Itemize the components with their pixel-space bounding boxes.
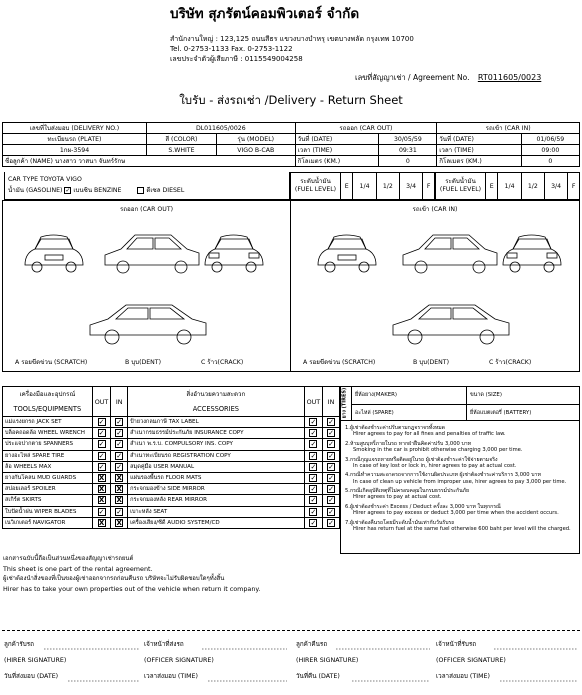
tool-out-checkbox[interactable]: ✓: [98, 418, 105, 427]
out-date-value: 30/05/59: [379, 134, 437, 145]
tire-size-label: ขนาด (SIZE): [470, 392, 502, 398]
legend-dent: B บุบ(DENT): [125, 359, 161, 366]
company-phone: Tel. 0-2753-1133 Fax. 0-2753-1122: [170, 45, 293, 53]
checkbox-cell: [304, 495, 323, 506]
checkbox-cell: [111, 417, 128, 428]
fuel-label-en: (FUEL LEVEL): [294, 186, 337, 193]
tool-in-checkbox[interactable]: X: [116, 496, 122, 505]
fuel-in-three-quarter[interactable]: 3/4: [544, 173, 567, 200]
rule-thai: 6.ผู้เช่าต้องชำระค่า Excess / Deduct ครั้งละ 3,000 บาท ในทุกกรณี: [345, 503, 501, 510]
rule-thai: 2.ห้ามสูบบุหรี่ภายในรถ หากฝ่าฝืนคิดค่าปรับ 3,000 บาท: [345, 440, 472, 447]
fuel-type-row: [8, 185, 286, 196]
notes-block: [3, 554, 340, 594]
fuel-label-th: ระดับน้ำมัน: [300, 178, 331, 185]
note-en-1: This sheet is one part of the rental agreement.: [3, 565, 153, 573]
date-out-label: วันที่ส่งมอบ (DATE): [4, 673, 59, 680]
checkbox-cell: [92, 517, 111, 528]
tire-spare-label: อะไหล่ (SPARE): [355, 410, 394, 416]
note-en-2: Hirer has to take your own properties out of the vehicle when return it company.: [3, 585, 261, 593]
accessory-in-checkbox[interactable]: ✓: [328, 462, 335, 471]
car-in-panel: [290, 200, 580, 372]
tool-out-checkbox[interactable]: X: [98, 485, 105, 494]
tool-out-checkbox[interactable]: X: [98, 518, 105, 527]
accessory-label: สำเนากรมธรรม์ประกันภัย INSURANCE COPY: [130, 430, 244, 437]
model-value: VIGO B-CAB: [216, 145, 295, 156]
accessory-out-checkbox[interactable]: ✓: [310, 485, 317, 494]
color-value: S.WHITE: [147, 145, 217, 156]
checkbox-cell: [323, 495, 340, 506]
fuel-level-in: [435, 172, 580, 200]
officer-in-th: เจ้าหน้าที่รับรถ: [436, 641, 477, 648]
checkbox-cell: [323, 484, 340, 495]
checkbox-cell: [304, 428, 323, 439]
tool-label-cell: [3, 461, 93, 472]
accessories-header: [128, 387, 304, 417]
table-row: [3, 439, 340, 450]
benzine-checkbox[interactable]: ✓: [65, 186, 71, 194]
tool-in-checkbox[interactable]: ✓: [116, 451, 123, 460]
checkbox-cell: [111, 461, 128, 472]
time-out-label: เวลาส่งมอบ (TIME): [144, 673, 198, 680]
hirer-out-th: ลูกค้ารับรถ: [4, 641, 34, 648]
tool-in-checkbox[interactable]: ✓: [116, 418, 123, 427]
fuel-out-half[interactable]: 1/2: [376, 173, 399, 200]
note-th-1: เอกสารฉบับนี้ถือเป็นส่วนหนึ่งของสัญญาเช่ารถยนต์: [3, 555, 134, 562]
accessory-in-checkbox[interactable]: ✓: [328, 474, 335, 483]
checkbox-cell: [92, 506, 111, 517]
accessory-in-checkbox[interactable]: ✓: [328, 429, 335, 438]
diesel-checkbox[interactable]: [137, 187, 144, 194]
checkbox-cell: [323, 506, 340, 517]
tool-label: ใบปัดน้ำฝน WIPER BLADES: [5, 508, 77, 515]
rule-thai: 3.กรณีกุญแจรถหายหรือติดอยู่ในรถ ผู้เช่าต้องชำระค่าใช้จ่ายตามจริง: [345, 456, 498, 463]
legend-dent: B บุบ(DENT): [413, 359, 449, 366]
tools-header: [3, 387, 93, 417]
accessory-label-cell: [128, 484, 304, 495]
rule-english: Hirer agrees to pay at actual cost.: [353, 494, 442, 501]
fuel-label-in: [436, 173, 486, 200]
accessory-label: สำเนา พ.ร.บ. COMPULSORY INS. COPY: [130, 441, 233, 448]
color-label: สี (COLOR): [147, 134, 217, 145]
benzine-label: เบนซิน BENZINE: [73, 187, 122, 194]
table-row: [3, 517, 340, 528]
car-in-panel-title: รถเข้า (CAR IN): [412, 206, 458, 213]
tires-rules-block: [340, 386, 580, 554]
accessory-label-cell: [128, 450, 304, 461]
accessory-out-checkbox[interactable]: ✓: [310, 462, 317, 471]
fuel-out-quarter[interactable]: 1/4: [353, 173, 376, 200]
fuel-out-f[interactable]: F: [423, 173, 435, 200]
checkbox-cell: [111, 517, 128, 528]
fuel-level-out: [290, 172, 435, 200]
table-row: [3, 506, 340, 517]
car-out-panel-title: รถออก (CAR OUT): [119, 206, 174, 213]
car-in-header: รถเข้า (CAR IN): [437, 123, 580, 134]
tool-out-checkbox[interactable]: ✓: [98, 451, 105, 460]
accessory-in-checkbox[interactable]: ✓: [328, 496, 335, 505]
car-type-block: [4, 172, 290, 200]
delivery-no-value: DL011605/0026: [147, 123, 296, 134]
model-label: รุ่น (MODEL): [216, 134, 295, 145]
tool-in-checkbox[interactable]: ✓: [116, 507, 123, 516]
checkbox-cell: [111, 506, 128, 517]
tire-info: [352, 387, 580, 421]
accessory-in-checkbox[interactable]: ✓: [328, 518, 335, 527]
fuel-in-e[interactable]: E: [486, 173, 498, 200]
accessory-out-checkbox[interactable]: ✓: [310, 474, 317, 483]
officer-out-th: เจ้าหน้าที่ส่งรถ: [144, 641, 184, 648]
tool-label: ยางอะไหล่ SPARE TIRE: [5, 452, 65, 459]
legend-scratch: A รอยขีดข่วน (SCRATCH): [15, 359, 88, 366]
accessory-out-checkbox[interactable]: ✓: [310, 429, 317, 438]
checkbox-cell: [92, 472, 111, 483]
plate-label: ทะเบียนรถ (PLATE): [3, 134, 147, 145]
checkbox-cell: [92, 439, 111, 450]
tool-out-checkbox[interactable]: X: [98, 496, 105, 505]
rule-item: [345, 520, 577, 533]
agreement-label: เลขที่สัญญาเช่า / Agreement No.: [355, 73, 470, 82]
tool-in-checkbox[interactable]: ✓: [116, 462, 123, 471]
accessory-in-checkbox[interactable]: ✓: [328, 507, 335, 516]
checkbox-cell: [304, 472, 323, 483]
tool-out-checkbox[interactable]: X: [98, 474, 105, 483]
checkbox-cell: [323, 428, 340, 439]
in-time-label: เวลา (TIME): [437, 145, 521, 156]
tool-label-cell: [3, 472, 93, 483]
accessory-out-checkbox[interactable]: ✓: [310, 496, 317, 505]
diesel-label: ดีเซล DIESEL: [146, 187, 185, 194]
checkbox-cell: [304, 517, 323, 528]
table-row: [3, 484, 340, 495]
customer-value: นางสาว วาสนา จันทร์รักษ: [54, 158, 126, 165]
checkbox-cell: [323, 417, 340, 428]
accessory-label-cell: [128, 439, 304, 450]
tool-in-checkbox[interactable]: ✓: [116, 429, 123, 438]
customer-name: [3, 156, 296, 167]
rule-thai: 5.กรณีเกิดอุบัติเหตุที่ไม่ครอบคลุมในกรมธรรม์ประกันภัย: [345, 488, 470, 495]
tools-out-header: OUT: [92, 387, 111, 417]
rule-item: [345, 457, 577, 470]
checkbox-cell: [304, 439, 323, 450]
accessory-label-cell: [128, 417, 304, 428]
customer-label: ชื่อลูกค้า (NAME): [5, 158, 53, 165]
table-row: [3, 461, 340, 472]
checkbox-cell: [92, 417, 111, 428]
table-row: [3, 428, 340, 439]
accessory-label-cell: [128, 495, 304, 506]
rule-item: [345, 425, 577, 438]
note-th-2: ผู้เช่าต้องนำสิ่งของที่เป็นของผู้เช่าออกจากรถก่อนคืนรถ บริษัทจะไม่รับผิดชอบใดๆทั้งสิ้น: [3, 575, 225, 582]
rule-english: Hirer agrees to pay for all fines and penalties of traffic law.: [353, 431, 506, 438]
accessory-out-checkbox[interactable]: ✓: [310, 451, 317, 460]
tool-label: แม่แรงยกรถ JACK SET: [5, 419, 62, 426]
signature-section: [2, 630, 580, 694]
accessory-in-checkbox[interactable]: ✓: [328, 451, 335, 460]
accessory-label-cell: [128, 472, 304, 483]
out-km-label: กิโลเมตร (KM.): [295, 156, 379, 167]
time-in-label: เวลาส่งมอบ (TIME): [436, 673, 490, 680]
rule-english: In case of clean up vehicle from improper use, hirer agrees to pay 3,000 per time.: [353, 478, 567, 485]
tool-label: สเกิร์ต SKIRTS: [5, 497, 42, 504]
legend-scratch: A รอยขีดข่วน (SCRATCH): [303, 359, 376, 366]
tool-label: ประแจปากตาย SPANNERS: [5, 441, 74, 448]
checkbox-cell: [323, 517, 340, 528]
checkbox-cell: [92, 450, 111, 461]
table-row: [3, 450, 340, 461]
hirer-in-th: ลูกค้าคืนรถ: [296, 641, 328, 648]
checkbox-cell: [111, 428, 128, 439]
fuel-label-out: [291, 173, 341, 200]
tools-header-en: TOOLS/EQUIPMENTS: [13, 404, 82, 413]
tool-out-checkbox[interactable]: ✓: [98, 462, 105, 471]
rule-item: [345, 488, 577, 501]
rule-item: [345, 504, 577, 517]
rule-item: [345, 472, 577, 485]
legend-crack: C ร้าว(CRACK): [489, 359, 532, 366]
tool-in-checkbox[interactable]: X: [116, 485, 122, 494]
tool-label-cell: [3, 506, 93, 517]
rule-thai: 7.ผู้เช่าต้องคืนรถโดยมีระดับน้ำมันเท่ากับวันรับรถ: [345, 519, 455, 526]
accessory-out-checkbox[interactable]: ✓: [310, 518, 317, 527]
accessory-out-checkbox[interactable]: ✓: [310, 418, 317, 427]
checkbox-cell: [323, 461, 340, 472]
in-date-label: วันที่ (DATE): [437, 134, 521, 145]
signature-lines: [2, 631, 580, 695]
in-time-value: 09:00: [521, 145, 579, 156]
tool-label-cell: [3, 450, 93, 461]
tool-label: ยางกันโคลน MUD GUARDS: [5, 475, 77, 482]
tires-label-cell: [341, 387, 352, 421]
officer-out-en: (OFFICER SIGNATURE): [144, 657, 214, 664]
tool-label-cell: [3, 439, 93, 450]
plate-value: 1กผ-3594: [3, 145, 147, 156]
tool-out-checkbox[interactable]: ✓: [98, 429, 105, 438]
equipment-table: [2, 386, 340, 529]
checkbox-cell: [323, 472, 340, 483]
accessory-label: แผ่นรองพื้นรถ FLOOR MATS: [130, 475, 202, 482]
out-date-label: วันที่ (DATE): [295, 134, 379, 145]
out-time-label: เวลา (TIME): [295, 145, 379, 156]
fuel-label-en: (FUEL LEVEL): [439, 186, 482, 193]
tire-maker-label: ยี่ห้อยาง(MAKER): [355, 392, 397, 398]
accessories-header-en: ACCESSORIES: [192, 404, 239, 413]
battery-label: ยี่ห้อแบตเตอรี่ (BATTERY): [470, 410, 532, 416]
tool-label-cell: [3, 484, 93, 495]
accessories-header-th: สิ่งอำนวยความสะดวก: [186, 390, 246, 398]
in-date-value: 01/06/59: [521, 134, 579, 145]
car-type: CAR TYPE TOYOTA VIGO: [8, 176, 82, 183]
accessory-in-checkbox[interactable]: ✓: [328, 485, 335, 494]
fuel-in-quarter[interactable]: 1/4: [498, 173, 521, 200]
checkbox-cell: [304, 461, 323, 472]
checkbox-cell: [111, 439, 128, 450]
rule-english: Hirer has return fuel at the same fuel otherwise 600 baht per level will the charged.: [353, 525, 571, 532]
fuel-out-e[interactable]: E: [341, 173, 353, 200]
fuel-out-three-quarter[interactable]: 3/4: [399, 173, 422, 200]
checkbox-cell: [304, 484, 323, 495]
rule-thai: 4.กรณีทำความสะอาดรถจากการใช้งานผิดประเภท ผู้เช่าต้องชำระค่าบริการ 3,000 บาท: [345, 472, 541, 479]
checkbox-cell: [323, 439, 340, 450]
car-out-panel: [2, 200, 291, 372]
accessory-label-cell: [128, 506, 304, 517]
in-km-label: กิโลเมตร (KM.): [437, 156, 521, 167]
tool-label: ล้อ WHEELS MAX: [5, 463, 52, 470]
rules-list: [345, 425, 577, 535]
rule-thai: 1.ผู้เช่าต้องชำระค่าปรับตามกฎจราจรทั้งหมด: [345, 425, 446, 431]
accessory-label: กระจกมองข้าง SIDE MIRROR: [130, 486, 205, 493]
accessory-label: สมุดคู่มือ USER MANUAL: [130, 463, 195, 470]
delivery-info-table: [2, 122, 580, 167]
rule-item: [345, 441, 577, 454]
tools-in-header: IN: [111, 387, 128, 417]
agreement-no-value: RT011605/0023: [477, 73, 542, 82]
checkbox-cell: [111, 472, 128, 483]
checkbox-cell: [111, 484, 128, 495]
legend-crack: C ร้าว(CRACK): [201, 359, 244, 366]
rule-english: In case of key lost or lock in, hirer agrees to pay at actual cost.: [353, 462, 517, 469]
car-out-diagram: [3, 225, 290, 365]
accessory-label-cell: [128, 517, 304, 528]
accessory-label: เครื่องเสียง/ซีดี AUDIO SYSTEM/CD: [130, 519, 220, 526]
officer-in-en: (OFFICER SIGNATURE): [436, 657, 506, 664]
gasoline-label: น้ำมัน (GASOLINE): [8, 187, 63, 194]
agreement-number: [355, 72, 541, 84]
tool-in-checkbox[interactable]: X: [116, 474, 122, 483]
checkbox-cell: [111, 450, 128, 461]
accessory-out-checkbox[interactable]: ✓: [310, 507, 317, 516]
checkbox-cell: [92, 495, 111, 506]
checkbox-cell: [92, 484, 111, 495]
fuel-in-f[interactable]: F: [568, 173, 580, 200]
checkbox-cell: [92, 461, 111, 472]
checkbox-cell: [304, 450, 323, 461]
tool-label-cell: [3, 428, 93, 439]
out-km-value: 0: [379, 156, 437, 167]
accessory-label: ป้ายวงกลมภาษี TAX LABEL: [130, 419, 199, 426]
acc-out-header: OUT: [304, 387, 323, 417]
tool-label: สปอยเลอร์ SPOILER: [5, 486, 56, 493]
table-row: [3, 472, 340, 483]
checkbox-cell: [323, 450, 340, 461]
company-tax-id: เลขประจำตัวผู้เสียภาษี : 0115549004258: [170, 55, 303, 63]
company-name: บริษัท สุภรัตน์คอมพิวเตอร์ จำกัด: [170, 6, 360, 22]
acc-in-header: IN: [323, 387, 340, 417]
checkbox-cell: [304, 506, 323, 517]
in-km-value: 0: [521, 156, 579, 167]
checkbox-cell: [304, 417, 323, 428]
tool-out-checkbox[interactable]: ✓: [98, 440, 105, 449]
checkbox-cell: [92, 428, 111, 439]
company-address: สำนักงานใหญ่ : 123,125 ถนนสีธร แขวงบางบำหรุ เขตบางพลัด กรุงเทพ 10700: [170, 35, 414, 43]
checkbox-cell: [111, 495, 128, 506]
table-row: [3, 495, 340, 506]
hirer-in-en: (HIRER SIGNATURE): [296, 657, 359, 664]
tool-label-cell: [3, 517, 93, 528]
tool-in-checkbox[interactable]: ✓: [116, 440, 123, 449]
tools-header-th: เครื่องมือและอุปกรณ์: [19, 390, 76, 398]
accessory-label: เบาะหลัง SEAT: [130, 508, 168, 515]
accessory-label-cell: [128, 428, 304, 439]
rule-english: Smoking in the car is prohibit otherwise charging 3,000 per time.: [353, 447, 523, 454]
fuel-in-half[interactable]: 1/2: [521, 173, 544, 200]
car-out-header: รถออก (CAR OUT): [295, 123, 437, 134]
car-in-diagram: [291, 225, 579, 365]
equipment-rows: [3, 417, 340, 529]
tool-label: เนวิเกเตอร์ NAVIGATOR: [5, 519, 66, 526]
accessory-out-checkbox[interactable]: ✓: [310, 440, 317, 449]
date-in-label: วันที่คืน (DATE): [296, 673, 340, 680]
accessory-in-checkbox[interactable]: ✓: [328, 418, 335, 427]
accessory-label-cell: [128, 461, 304, 472]
accessory-label: สำเนาทะเบียนรถ REGISTRATION COPY: [130, 452, 231, 459]
table-row: [3, 417, 340, 428]
out-time-value: 09:31: [379, 145, 437, 156]
tool-label-cell: [3, 417, 93, 428]
tire-divider-h: [352, 404, 580, 405]
accessory-in-checkbox[interactable]: ✓: [328, 440, 335, 449]
tool-out-checkbox[interactable]: ✓: [98, 507, 105, 516]
tool-in-checkbox[interactable]: X: [116, 518, 122, 527]
accessory-label: กระจกมองหลัง REAR MIRROR: [130, 497, 208, 504]
tires-label: ยาง (TIRES): [341, 387, 348, 419]
hirer-out-en: (HIRER SIGNATURE): [4, 657, 67, 664]
fuel-label-th: ระดับน้ำมัน: [445, 178, 476, 185]
rule-english: Hirer agrees to pay excess or deduct 3,000 per time when the accident occurs.: [353, 510, 559, 517]
tool-label-cell: [3, 495, 93, 506]
sheet-title: ใบรับ - ส่งรถเช่า /Delivery - Return Sheet: [179, 93, 403, 107]
delivery-no-label: เลขที่ใบส่งมอบ (DELIVERY NO.): [3, 123, 147, 134]
tool-label: บล็อคถอดล้อ WHEEL WRENCH: [5, 430, 85, 437]
